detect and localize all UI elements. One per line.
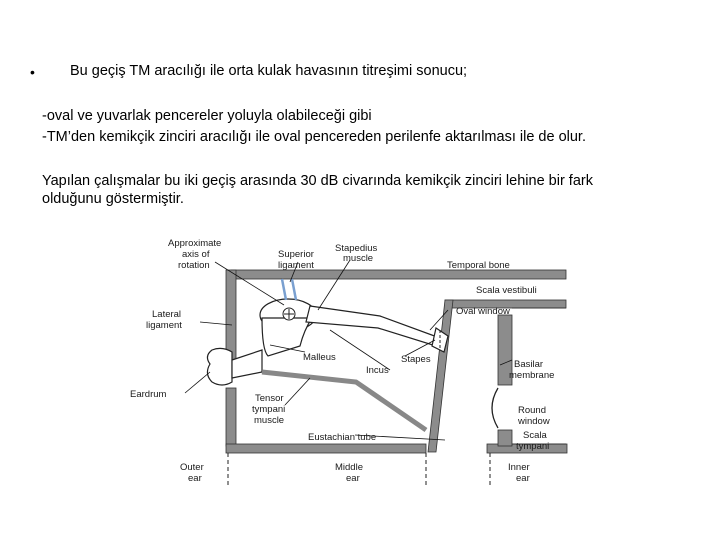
label-basilar-1: Basilar (514, 359, 544, 370)
svg-text:ligament (146, 320, 182, 331)
svg-text:Middle (335, 462, 363, 473)
label-scala-vestibuli: Scala vestibuli (476, 285, 537, 296)
label-outer-ear-1: Outer (180, 462, 204, 473)
svg-text:window (517, 416, 550, 427)
svg-text:tympani (252, 404, 285, 415)
svg-text:Incus (366, 365, 389, 376)
label-lateral-1: Lateral (152, 309, 182, 320)
svg-text:ear (516, 473, 530, 484)
svg-text:rotation (178, 260, 210, 271)
label-axis-2: axis of (182, 249, 210, 260)
bullet-marker: • (30, 64, 35, 80)
label-malleus: Malleus (303, 352, 336, 363)
svg-text:Eardrum (130, 389, 167, 400)
label-middle-ear-2: ear (346, 473, 360, 484)
label-scala-tympani-2: tympani (516, 441, 550, 452)
label-inner-ear-2: ear (516, 473, 530, 484)
label-oval-window: Oval window (456, 306, 510, 317)
svg-text:muscle (343, 253, 373, 264)
label-tensor-3: muscle (254, 415, 285, 426)
label-middle-ear-1: Middle (335, 462, 363, 473)
svg-text:Inner (508, 462, 530, 473)
label-tensor-1: Tensor (255, 393, 284, 404)
text-line-1: -oval ve yuvarlak pencereler yoluyla olabileceği gibi (42, 108, 372, 124)
text-line-2: -TM’den kemikçik zinciri aracılığı ile oval pencereden perilenfe aktarılması ile de olur. (42, 129, 586, 145)
label-tensor-2: tympani (252, 404, 286, 415)
ear-diagram (124, 236, 576, 486)
label-temporal-bone: Temporal bone (447, 260, 510, 271)
svg-text:Oval window (456, 306, 510, 317)
svg-text:Superior (278, 249, 314, 260)
label-inner-ear-1: Inner (508, 462, 530, 473)
label-lateral-2: ligament (146, 320, 182, 331)
svg-text:ear (346, 473, 360, 484)
label-superior-1: Superior (278, 249, 314, 260)
svg-text:ear (188, 473, 202, 484)
label-eardrum: Eardrum (130, 389, 167, 400)
label-stapes: Stapes (401, 354, 431, 365)
label-axis-3: rotation (178, 260, 210, 271)
eardrum-shape (207, 348, 232, 385)
svg-text:Basilar (514, 359, 543, 370)
label-basilar-2: membrane (509, 370, 555, 381)
svg-text:Round (518, 405, 546, 416)
svg-text:Outer (180, 462, 204, 473)
svg-text:Eustachian tube (308, 432, 376, 443)
svg-text:muscle (254, 415, 284, 426)
svg-text:Scala vestibuli (476, 285, 537, 296)
svg-text:Scala (523, 430, 547, 441)
label-incus: Incus (366, 365, 389, 376)
superior-ligament (282, 279, 296, 300)
svg-text:axis of (182, 249, 210, 260)
tensor-tympani (262, 372, 426, 430)
paragraph-line-1: Yapılan çalışmalar bu iki geçiş arasında 30 dB civarında kemikçik zinciri lehine bir fark (42, 173, 593, 189)
bullet-text: Bu geçiş TM aracılığı ile orta kulak havasının titreşimi sonucu; (70, 63, 468, 79)
label-superior-2: ligament (278, 260, 314, 271)
svg-text:Approximate (168, 238, 221, 249)
svg-text:Stapes (401, 354, 431, 365)
svg-text:tympani (516, 441, 549, 452)
svg-text:Tensor (255, 393, 284, 404)
label-round-window-1: Round (518, 405, 546, 416)
label-scala-tympani-1: Scala (523, 430, 547, 441)
ossicles (232, 299, 448, 378)
label-stapedius-1: Stapedius (335, 243, 378, 254)
svg-text:Temporal bone (447, 260, 510, 271)
svg-text:ligament (278, 260, 314, 271)
label-outer-ear-2: ear (188, 473, 202, 484)
svg-text:Malleus (303, 352, 336, 363)
label-eustachian-tube: Eustachian tube (308, 432, 377, 443)
svg-text:Lateral (152, 309, 181, 320)
label-stapedius-2: muscle (343, 253, 374, 264)
label-round-window-2: window (518, 416, 550, 427)
round-window-shape (492, 388, 498, 428)
label-axis-1: Approximate (168, 238, 222, 249)
svg-text:membrane (509, 370, 554, 381)
paragraph-line-2: olduğunu göstermiştir. (42, 191, 184, 207)
